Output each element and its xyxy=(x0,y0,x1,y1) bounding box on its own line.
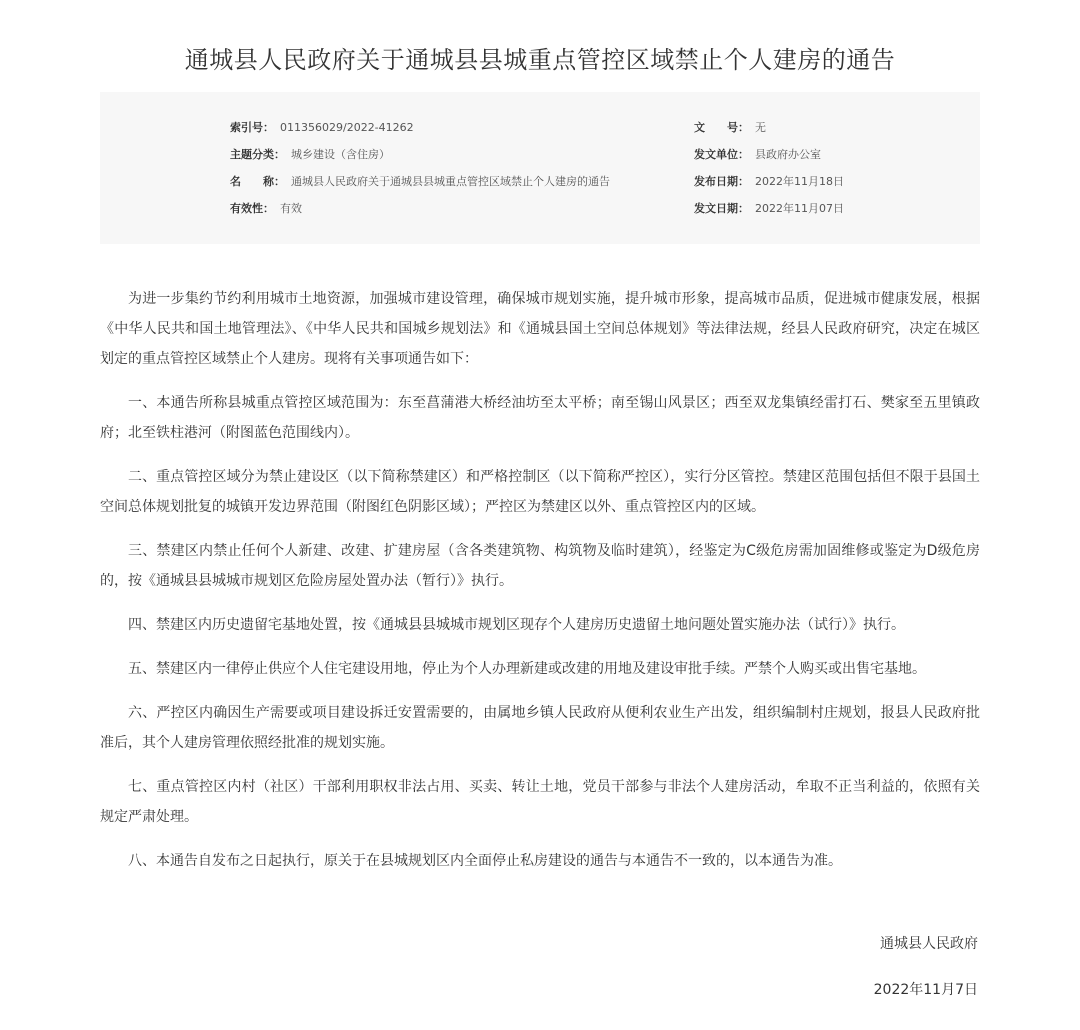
meta-issuer-value: 县政府办公室 xyxy=(755,148,821,161)
meta-issue-date xyxy=(694,201,844,217)
document-meta-panel xyxy=(100,92,980,244)
meta-issue-date-value: 2022年11月07日 xyxy=(755,202,844,215)
meta-publish-date-label: 发布日期： xyxy=(694,175,749,188)
meta-doc-no xyxy=(694,120,766,136)
paragraph-item-4: 四、禁建区内历史遗留宅基地处置，按《通城县县城城市规划区现存个人建房历史遗留土地问题处置实施办法（试行）》执行。 xyxy=(128,617,905,633)
paragraph-item-2: 二、重点管控区域分为禁止建设区（以下简称禁建区）和严格控制区（以下简称严控区），实行分区管控。禁建区范围包括但不限于县国土空间总体规划批复的城镇开发边界范围（附图红色阴影区域）；严控区为禁建区以外、重点管控区内的区域。 xyxy=(100,469,980,515)
meta-validity xyxy=(230,201,302,217)
meta-index-value: 011356029/2022-41262 xyxy=(280,121,414,134)
signature-org: 通城县人民政府 xyxy=(880,936,978,952)
meta-name-value: 通城县人民政府关于通城县县城重点管控区域禁止个人建房的通告 xyxy=(291,175,610,188)
meta-category-value: 城乡建设（含住房） xyxy=(291,148,390,161)
meta-issuer xyxy=(694,147,821,163)
meta-doc-no-value: 无 xyxy=(755,121,766,134)
meta-validity-value: 有效 xyxy=(280,202,302,215)
meta-index-label: 索引号： xyxy=(230,121,274,134)
paragraph-item-5: 五、禁建区内一律停止供应个人住宅建设用地，停止为个人办理新建或改建的用地及建设审批手续。严禁个人购买或出售宅基地。 xyxy=(128,661,926,677)
paragraph-item-3: 三、禁建区内禁止任何个人新建、改建、扩建房屋（含各类建筑物、构筑物及临时建筑），经鉴定为C级危房需加固维修或鉴定为D级危房的，按《通城县县城城市规划区危险房屋处置办法（暂行）》执行。 xyxy=(100,543,980,589)
meta-name xyxy=(230,174,610,190)
signature-date: 2022年11月7日 xyxy=(873,982,978,998)
notice-body xyxy=(100,284,980,890)
meta-validity-label: 有效性： xyxy=(230,202,274,215)
paragraph-item-6: 六、严控区内确因生产需要或项目建设拆迁安置需要的，由属地乡镇人民政府从便利农业生产出发，组织编制村庄规划，报县人民政府批准后，其个人建房管理依照经批准的规划实施。 xyxy=(100,705,980,751)
paragraph-item-8: 八、本通告自发布之日起执行，原关于在县城规划区内全面停止私房建设的通告与本通告不一致的，以本通告为准。 xyxy=(128,853,842,869)
meta-index xyxy=(230,120,414,136)
meta-publish-date-value: 2022年11月18日 xyxy=(755,175,844,188)
paragraph-item-1: 一、本通告所称县城重点管控区域范围为：东至菖蒲港大桥经油坊至太平桥；南至锡山风景区；西至双龙集镇经雷打石、樊家至五里镇政府；北至铁柱港河（附图蓝色范围线内）。 xyxy=(100,395,980,441)
meta-category-label: 主题分类： xyxy=(230,148,285,161)
paragraph-intro: 为进一步集约节约利用城市土地资源，加强城市建设管理，确保城市规划实施，提升城市形象，提高城市品质，促进城市健康发展，根据《中华人民共和国土地管理法》、《中华人民共和国城乡规划法》和《通城县国土空间总体规划》等法律法规，经县人民政府研究，决定在城区划定的重点管控区域禁止个人建房。现将有关事项通告如下： xyxy=(100,291,980,367)
meta-publish-date xyxy=(694,174,844,190)
paragraph-item-7: 七、重点管控区内村（社区）干部利用职权非法占用、买卖、转让土地，党员干部参与非法个人建房活动，牟取不正当利益的，依照有关规定严肃处理。 xyxy=(100,779,980,825)
meta-name-label: 名 称： xyxy=(230,175,285,188)
meta-issue-date-label: 发文日期： xyxy=(694,202,749,215)
meta-category xyxy=(230,147,390,163)
meta-issuer-label: 发文单位： xyxy=(694,148,749,161)
page-title: 通城县人民政府关于通城县县城重点管控区域禁止个人建房的通告 xyxy=(184,46,896,74)
meta-doc-no-label: 文 号： xyxy=(694,121,749,134)
